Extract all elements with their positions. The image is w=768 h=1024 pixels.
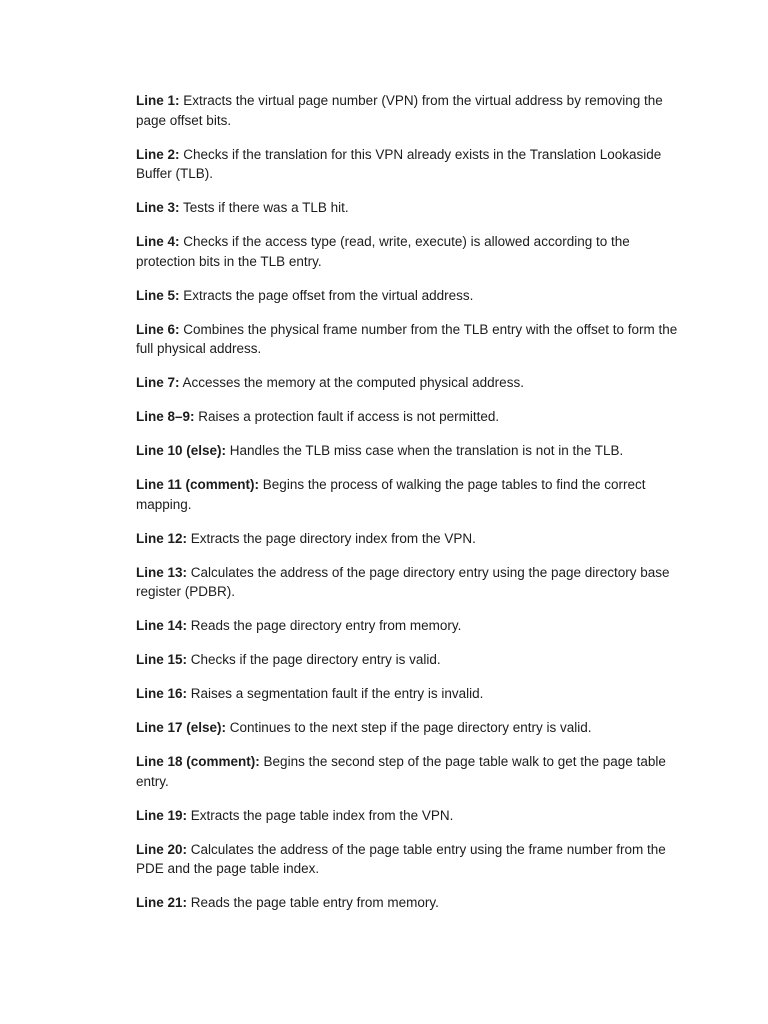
entry-text: Calculates the address of the page directory entry using the page directory base register (PDBR). <box>136 564 670 599</box>
document-body <box>136 91 681 927</box>
entry-text: Begins the second step of the page table walk to get the page table entry. <box>136 754 666 789</box>
line-entry-14 <box>136 616 681 636</box>
entry-label: Line 20: <box>136 841 188 857</box>
entry-text: Extracts the page directory index from the VPN. <box>190 530 476 546</box>
line-entry-1 <box>136 91 681 130</box>
line-entry-8-9 <box>136 407 681 427</box>
entry-label: Line 1: <box>136 93 180 108</box>
entry-text: Reads the page table entry from memory. <box>190 895 439 910</box>
line-entry-13 <box>136 563 681 602</box>
entry-label: Line 15: <box>136 652 188 667</box>
entry-label: Line 11 (comment): <box>136 477 260 492</box>
line-entry-19 <box>136 806 681 826</box>
entry-label: Line 14: <box>136 618 188 633</box>
line-entry-2 <box>136 145 681 184</box>
entry-label: Line 2: <box>136 146 180 162</box>
entry-text: Raises a segmentation fault if the entry is invalid. <box>190 686 484 701</box>
entry-text: Combines the physical frame number from the TLB entry with the offset to form the full physical address. <box>136 321 678 356</box>
line-entry-7 <box>136 373 681 393</box>
entry-text: Extracts the virtual page number (VPN) from the virtual address by removing the page offset bits. <box>136 93 663 128</box>
entry-text: Extracts the page table index from the VPN. <box>190 807 454 823</box>
line-entry-16 <box>136 684 681 704</box>
line-entry-3 <box>136 198 681 218</box>
entry-text: Raises a protection fault if access is not permitted. <box>198 409 500 424</box>
line-entry-20 <box>136 840 681 879</box>
entry-label: Line 12: <box>136 530 188 546</box>
entry-text: Reads the page directory entry from memory. <box>190 618 462 633</box>
entry-label: Line 21: <box>136 895 188 910</box>
line-entry-12 <box>136 529 681 549</box>
line-entry-10 <box>136 441 681 461</box>
entry-text: Checks if the page directory entry is valid. <box>190 652 441 667</box>
entry-text: Tests if there was a TLB hit. <box>183 200 349 215</box>
entry-label: Line 18 (comment): <box>136 754 260 769</box>
entry-label: Line 8–9: <box>136 409 195 424</box>
line-entry-5 <box>136 286 681 306</box>
entry-text: Handles the TLB miss case when the translation is not in the TLB. <box>229 443 624 458</box>
entry-label: Line 13: <box>136 564 188 580</box>
entry-text: Checks if the access type (read, write, execute) is allowed according to the protection bits in the TLB entry. <box>136 234 630 269</box>
entry-label: Line 16: <box>136 686 188 701</box>
line-entry-18 <box>136 752 681 791</box>
entry-text: Accesses the memory at the computed physical address. <box>182 375 524 390</box>
entry-label: Line 10 (else): <box>136 443 227 458</box>
line-entry-21 <box>136 893 681 913</box>
entry-text: Calculates the address of the page table entry using the frame number from the PDE and the page table index. <box>136 841 666 876</box>
entry-text: Extracts the page offset from the virtual address. <box>183 287 474 303</box>
line-entry-4 <box>136 232 681 271</box>
entry-label: Line 7: <box>136 375 180 390</box>
entry-text: Begins the process of walking the page tables to find the correct mapping. <box>136 477 646 512</box>
entry-label: Line 6: <box>136 321 180 337</box>
line-entry-11 <box>136 475 681 514</box>
line-entry-15 <box>136 650 681 670</box>
entry-text: Checks if the translation for this VPN already exists in the Translation Lookaside Buffer (TLB). <box>136 146 662 181</box>
entry-label: Line 5: <box>136 287 180 303</box>
line-entry-6 <box>136 320 681 359</box>
entry-label: Line 3: <box>136 200 180 215</box>
line-entry-17 <box>136 718 681 738</box>
entry-text: Continues to the next step if the page directory entry is valid. <box>229 720 592 735</box>
entry-label: Line 17 (else): <box>136 720 227 735</box>
entry-label: Line 19: <box>136 807 188 823</box>
entry-label: Line 4: <box>136 234 180 249</box>
